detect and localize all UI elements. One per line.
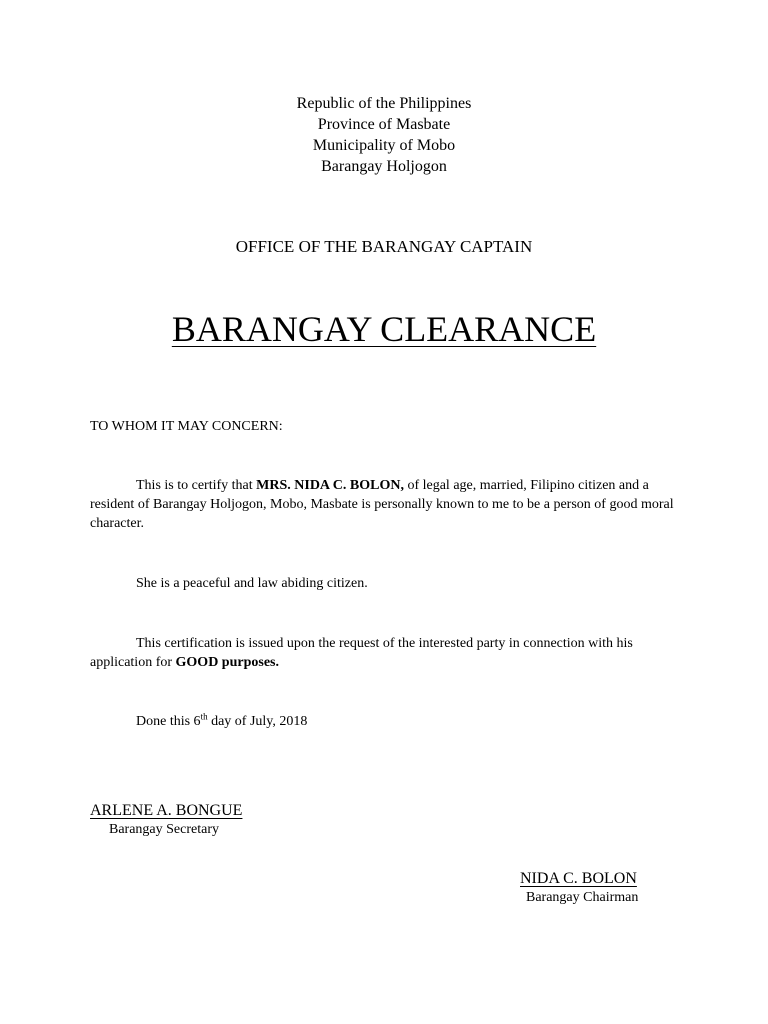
purpose-paragraph	[90, 634, 685, 672]
certification-prefix: This is to certify that	[136, 478, 257, 493]
secretary-name: ARLENE A. BONGUE	[90, 802, 243, 819]
character-statement: She is a peaceful and law abiding citizen.	[136, 576, 368, 591]
date-ordinal-suffix: th	[200, 711, 208, 722]
chairman-signature-block	[520, 869, 638, 907]
document-title: BARANGAY CLEARANCE	[171, 309, 597, 349]
date-paragraph	[90, 712, 685, 731]
purpose-value: GOOD purposes.	[175, 655, 279, 670]
certified-person-name: MRS. NIDA C. BOLON,	[256, 478, 404, 493]
letterhead	[0, 93, 768, 177]
character-paragraph	[90, 574, 685, 593]
purpose-prefix: This certification is issued upon the request of the interested party in connection with his application for	[90, 636, 633, 670]
letterhead-municipality: Municipality of Mobo	[312, 137, 456, 154]
office-heading: OFFICE OF THE BARANGAY CAPTAIN	[235, 237, 533, 256]
certification-suffix: of legal age, married, Filipino citizen and a resident of Barangay Holjogon, Mobo, Masbate is personally known to me to be a person of good moral character.	[90, 478, 674, 531]
letterhead-province: Province of Masbate	[317, 116, 451, 133]
date-suffix: day of July, 2018	[207, 714, 308, 729]
document-title-wrapper	[0, 308, 768, 350]
chairman-role: Barangay Chairman	[526, 890, 639, 905]
secretary-role: Barangay Secretary	[109, 822, 219, 837]
letterhead-country: Republic of the Philippines	[296, 95, 472, 112]
certification-paragraph	[90, 476, 685, 533]
date-prefix: Done this 6	[136, 714, 201, 729]
salutation: TO WHOM IT MAY CONCERN:	[90, 419, 283, 434]
secretary-signature-block	[90, 801, 242, 839]
chairman-name: NIDA C. BOLON	[520, 870, 637, 887]
letterhead-barangay: Barangay Holjogon	[321, 158, 447, 175]
